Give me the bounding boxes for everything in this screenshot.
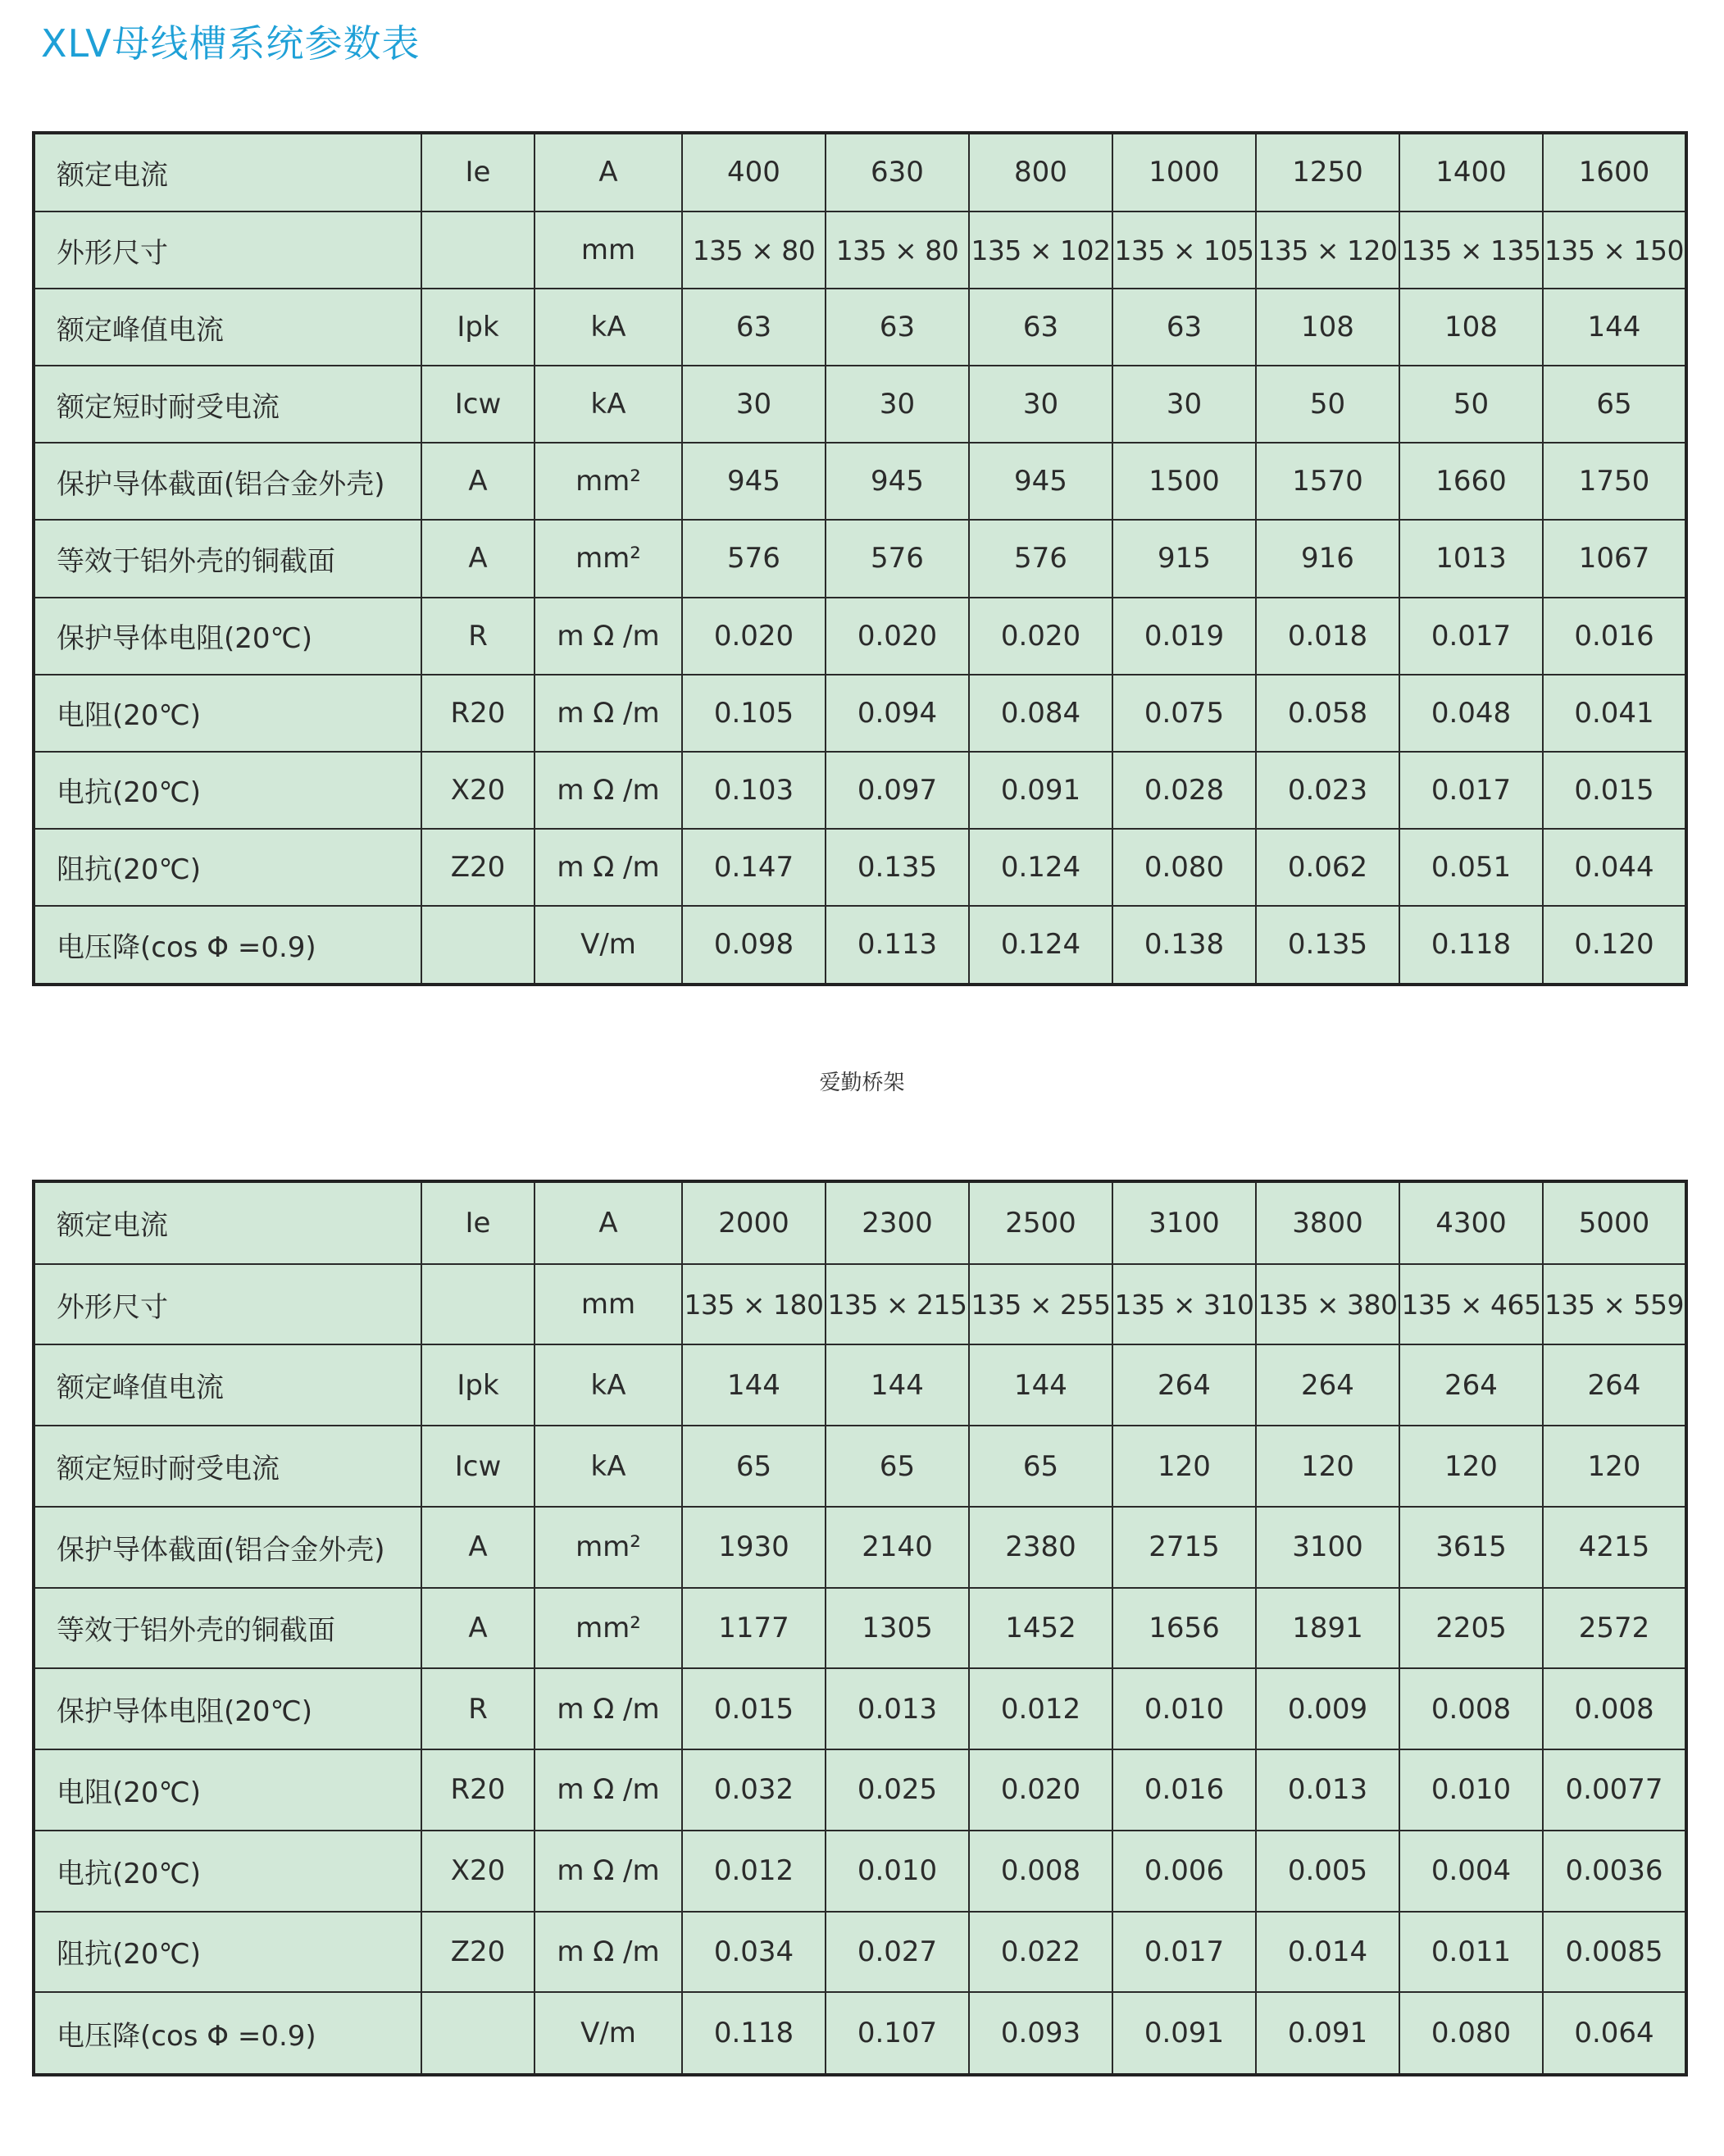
value-cell: 63 bbox=[682, 289, 826, 366]
unit-cell: kA bbox=[534, 289, 682, 366]
value-cell: 135 × 102 bbox=[969, 212, 1112, 289]
table-row bbox=[34, 752, 1686, 829]
value-cell: 1000 bbox=[1112, 133, 1256, 212]
value-cell: 0.006 bbox=[1112, 1831, 1256, 1912]
value-cell: 576 bbox=[682, 520, 826, 597]
value-cell: 0.084 bbox=[969, 675, 1112, 752]
value-cell: 63 bbox=[826, 289, 969, 366]
value-cell: 0.028 bbox=[1112, 752, 1256, 829]
value-cell: 0.020 bbox=[969, 1749, 1112, 1831]
param-name-cell: 额定电流 bbox=[34, 1181, 421, 1264]
param-name-cell: 额定短时耐受电流 bbox=[34, 366, 421, 443]
value-cell: 630 bbox=[826, 133, 969, 212]
value-cell: 1500 bbox=[1112, 443, 1256, 520]
value-cell: 144 bbox=[1543, 289, 1686, 366]
value-cell: 0.0036 bbox=[1543, 1831, 1686, 1912]
value-cell: 1013 bbox=[1399, 520, 1543, 597]
page-title: XLV母线槽系统参数表 bbox=[41, 21, 421, 66]
value-cell: 0.010 bbox=[826, 1831, 969, 1912]
value-cell: 0.016 bbox=[1543, 598, 1686, 675]
unit-cell: m Ω /m bbox=[534, 829, 682, 906]
value-cell: 0.105 bbox=[682, 675, 826, 752]
value-cell: 0.044 bbox=[1543, 829, 1686, 906]
symbol-cell bbox=[421, 1264, 534, 1345]
value-cell: 2000 bbox=[682, 1181, 826, 1264]
unit-cell: m Ω /m bbox=[534, 1912, 682, 1993]
unit-cell: A bbox=[534, 133, 682, 212]
value-cell: 63 bbox=[969, 289, 1112, 366]
value-cell: 2380 bbox=[969, 1507, 1112, 1588]
value-cell: 0.107 bbox=[826, 1992, 969, 2075]
value-cell: 65 bbox=[1543, 366, 1686, 443]
value-cell: 0.124 bbox=[969, 829, 1112, 906]
value-cell: 945 bbox=[826, 443, 969, 520]
value-cell: 0.013 bbox=[1256, 1749, 1399, 1831]
value-cell: 0.025 bbox=[826, 1749, 969, 1831]
value-cell: 3100 bbox=[1256, 1507, 1399, 1588]
value-cell: 0.0085 bbox=[1543, 1912, 1686, 1993]
value-cell: 0.014 bbox=[1256, 1912, 1399, 1993]
value-cell: 2205 bbox=[1399, 1588, 1543, 1669]
unit-cell: V/m bbox=[534, 1992, 682, 2075]
value-cell: 264 bbox=[1399, 1344, 1543, 1426]
value-cell: 0.103 bbox=[682, 752, 826, 829]
value-cell: 0.019 bbox=[1112, 598, 1256, 675]
symbol-cell: Z20 bbox=[421, 829, 534, 906]
value-cell: 1250 bbox=[1256, 133, 1399, 212]
symbol-cell: X20 bbox=[421, 752, 534, 829]
table-row bbox=[34, 675, 1686, 752]
value-cell: 0.017 bbox=[1399, 752, 1543, 829]
value-cell: 65 bbox=[826, 1426, 969, 1507]
value-cell: 0.034 bbox=[682, 1912, 826, 1993]
value-cell: 0.113 bbox=[826, 906, 969, 985]
value-cell: 0.027 bbox=[826, 1912, 969, 1993]
value-cell: 0.016 bbox=[1112, 1749, 1256, 1831]
value-cell: 0.0077 bbox=[1543, 1749, 1686, 1831]
value-cell: 2140 bbox=[826, 1507, 969, 1588]
value-cell: 0.020 bbox=[682, 598, 826, 675]
param-name-cell: 保护导体截面(铝合金外壳) bbox=[34, 1507, 421, 1588]
symbol-cell: Icw bbox=[421, 366, 534, 443]
table-row bbox=[34, 212, 1686, 289]
value-cell: 1570 bbox=[1256, 443, 1399, 520]
param-name-cell: 阻抗(20℃) bbox=[34, 829, 421, 906]
value-cell: 4300 bbox=[1399, 1181, 1543, 1264]
value-cell: 0.062 bbox=[1256, 829, 1399, 906]
param-name-cell: 电抗(20℃) bbox=[34, 1831, 421, 1912]
value-cell: 0.098 bbox=[682, 906, 826, 985]
value-cell: 0.064 bbox=[1543, 1992, 1686, 2075]
value-cell: 0.138 bbox=[1112, 906, 1256, 985]
symbol-cell: A bbox=[421, 443, 534, 520]
table-row bbox=[34, 1181, 1686, 1264]
unit-cell: m Ω /m bbox=[534, 1749, 682, 1831]
unit-cell: mm² bbox=[534, 520, 682, 597]
table-row bbox=[34, 1749, 1686, 1831]
unit-cell: m Ω /m bbox=[534, 1668, 682, 1749]
value-cell: 0.018 bbox=[1256, 598, 1399, 675]
value-cell: 1177 bbox=[682, 1588, 826, 1669]
unit-cell: mm² bbox=[534, 443, 682, 520]
unit-cell: kA bbox=[534, 366, 682, 443]
param-name-cell: 额定峰值电流 bbox=[34, 289, 421, 366]
param-name-cell: 额定峰值电流 bbox=[34, 1344, 421, 1426]
value-cell: 0.008 bbox=[1543, 1668, 1686, 1749]
spec-table-1 bbox=[32, 131, 1688, 986]
value-cell: 0.009 bbox=[1256, 1668, 1399, 1749]
param-name-cell: 保护导体电阻(20℃) bbox=[34, 1668, 421, 1749]
value-cell: 3100 bbox=[1112, 1181, 1256, 1264]
value-cell: 135 × 180 bbox=[682, 1264, 826, 1345]
param-name-cell: 额定短时耐受电流 bbox=[34, 1426, 421, 1507]
value-cell: 0.020 bbox=[826, 598, 969, 675]
value-cell: 0.015 bbox=[1543, 752, 1686, 829]
symbol-cell: R20 bbox=[421, 1749, 534, 1831]
value-cell: 1656 bbox=[1112, 1588, 1256, 1669]
value-cell: 800 bbox=[969, 133, 1112, 212]
unit-cell: kA bbox=[534, 1426, 682, 1507]
table-row bbox=[34, 133, 1686, 212]
value-cell: 5000 bbox=[1543, 1181, 1686, 1264]
value-cell: 135 × 215 bbox=[826, 1264, 969, 1345]
table-row bbox=[34, 289, 1686, 366]
unit-cell: kA bbox=[534, 1344, 682, 1426]
value-cell: 0.008 bbox=[1399, 1668, 1543, 1749]
param-name-cell: 等效于铝外壳的铜截面 bbox=[34, 1588, 421, 1669]
value-cell: 1600 bbox=[1543, 133, 1686, 212]
spec-table-2 bbox=[32, 1180, 1688, 2076]
value-cell: 0.120 bbox=[1543, 906, 1686, 985]
value-cell: 0.020 bbox=[969, 598, 1112, 675]
value-cell: 0.011 bbox=[1399, 1912, 1543, 1993]
value-cell: 135 × 559 bbox=[1543, 1264, 1686, 1345]
value-cell: 50 bbox=[1399, 366, 1543, 443]
value-cell: 0.091 bbox=[1112, 1992, 1256, 2075]
value-cell: 576 bbox=[969, 520, 1112, 597]
value-cell: 0.022 bbox=[969, 1912, 1112, 1993]
value-cell: 0.032 bbox=[682, 1749, 826, 1831]
value-cell: 0.091 bbox=[969, 752, 1112, 829]
value-cell: 0.093 bbox=[969, 1992, 1112, 2075]
value-cell: 3615 bbox=[1399, 1507, 1543, 1588]
symbol-cell: Ipk bbox=[421, 1344, 534, 1426]
value-cell: 0.008 bbox=[969, 1831, 1112, 1912]
value-cell: 1891 bbox=[1256, 1588, 1399, 1669]
value-cell: 0.135 bbox=[826, 829, 969, 906]
value-cell: 0.005 bbox=[1256, 1831, 1399, 1912]
value-cell: 945 bbox=[682, 443, 826, 520]
value-cell: 0.135 bbox=[1256, 906, 1399, 985]
value-cell: 0.124 bbox=[969, 906, 1112, 985]
unit-cell: m Ω /m bbox=[534, 675, 682, 752]
value-cell: 144 bbox=[969, 1344, 1112, 1426]
table-row bbox=[34, 1912, 1686, 1993]
unit-cell: m Ω /m bbox=[534, 1831, 682, 1912]
table-row bbox=[34, 1588, 1686, 1669]
unit-cell: m Ω /m bbox=[534, 752, 682, 829]
value-cell: 0.048 bbox=[1399, 675, 1543, 752]
param-name-cell: 电抗(20℃) bbox=[34, 752, 421, 829]
value-cell: 135 × 465 bbox=[1399, 1264, 1543, 1345]
table-row bbox=[34, 520, 1686, 597]
table-row bbox=[34, 906, 1686, 985]
param-name-cell: 额定电流 bbox=[34, 133, 421, 212]
value-cell: 2300 bbox=[826, 1181, 969, 1264]
value-cell: 400 bbox=[682, 133, 826, 212]
value-cell: 264 bbox=[1543, 1344, 1686, 1426]
symbol-cell: Ie bbox=[421, 1181, 534, 1264]
symbol-cell: Z20 bbox=[421, 1912, 534, 1993]
value-cell: 108 bbox=[1399, 289, 1543, 366]
value-cell: 264 bbox=[1112, 1344, 1256, 1426]
unit-cell: mm² bbox=[534, 1507, 682, 1588]
symbol-cell: R20 bbox=[421, 675, 534, 752]
param-name-cell: 保护导体电阻(20℃) bbox=[34, 598, 421, 675]
value-cell: 135 × 135 bbox=[1399, 212, 1543, 289]
value-cell: 1305 bbox=[826, 1588, 969, 1669]
value-cell: 2715 bbox=[1112, 1507, 1256, 1588]
param-name-cell: 阻抗(20℃) bbox=[34, 1912, 421, 1993]
param-name-cell: 电压降(cos Φ =0.9) bbox=[34, 1992, 421, 2075]
value-cell: 3800 bbox=[1256, 1181, 1399, 1264]
table-row bbox=[34, 1426, 1686, 1507]
param-name-cell: 外形尺寸 bbox=[34, 1264, 421, 1345]
value-cell: 0.118 bbox=[1399, 906, 1543, 985]
symbol-cell: Ipk bbox=[421, 289, 534, 366]
value-cell: 30 bbox=[1112, 366, 1256, 443]
value-cell: 0.080 bbox=[1112, 829, 1256, 906]
value-cell: 0.051 bbox=[1399, 829, 1543, 906]
value-cell: 135 × 380 bbox=[1256, 1264, 1399, 1345]
value-cell: 120 bbox=[1399, 1426, 1543, 1507]
value-cell: 30 bbox=[969, 366, 1112, 443]
param-name-cell: 电阻(20℃) bbox=[34, 675, 421, 752]
table-row bbox=[34, 1992, 1686, 2075]
value-cell: 120 bbox=[1256, 1426, 1399, 1507]
value-cell: 2500 bbox=[969, 1181, 1112, 1264]
value-cell: 135 × 120 bbox=[1256, 212, 1399, 289]
table-row bbox=[34, 443, 1686, 520]
table-row bbox=[34, 598, 1686, 675]
value-cell: 1660 bbox=[1399, 443, 1543, 520]
value-cell: 0.080 bbox=[1399, 1992, 1543, 2075]
unit-cell: m Ω /m bbox=[534, 598, 682, 675]
value-cell: 0.004 bbox=[1399, 1831, 1543, 1912]
table-row bbox=[34, 829, 1686, 906]
value-cell: 0.058 bbox=[1256, 675, 1399, 752]
symbol-cell: Ie bbox=[421, 133, 534, 212]
value-cell: 0.118 bbox=[682, 1992, 826, 2075]
value-cell: 915 bbox=[1112, 520, 1256, 597]
table-row bbox=[34, 1831, 1686, 1912]
value-cell: 135 × 80 bbox=[682, 212, 826, 289]
value-cell: 30 bbox=[826, 366, 969, 443]
value-cell: 0.015 bbox=[682, 1668, 826, 1749]
table-row bbox=[34, 1264, 1686, 1345]
value-cell: 0.097 bbox=[826, 752, 969, 829]
value-cell: 65 bbox=[682, 1426, 826, 1507]
param-name-cell: 外形尺寸 bbox=[34, 212, 421, 289]
value-cell: 135 × 255 bbox=[969, 1264, 1112, 1345]
value-cell: 135 × 310 bbox=[1112, 1264, 1256, 1345]
param-name-cell: 保护导体截面(铝合金外壳) bbox=[34, 443, 421, 520]
table-row bbox=[34, 1344, 1686, 1426]
table-row bbox=[34, 1507, 1686, 1588]
symbol-cell bbox=[421, 212, 534, 289]
unit-cell: mm bbox=[534, 1264, 682, 1345]
value-cell: 1452 bbox=[969, 1588, 1112, 1669]
symbol-cell bbox=[421, 1992, 534, 2075]
value-cell: 0.017 bbox=[1112, 1912, 1256, 1993]
value-cell: 144 bbox=[682, 1344, 826, 1426]
value-cell: 264 bbox=[1256, 1344, 1399, 1426]
value-cell: 576 bbox=[826, 520, 969, 597]
value-cell: 50 bbox=[1256, 366, 1399, 443]
param-name-cell: 等效于铝外壳的铜截面 bbox=[34, 520, 421, 597]
symbol-cell: A bbox=[421, 1507, 534, 1588]
value-cell: 945 bbox=[969, 443, 1112, 520]
value-cell: 0.012 bbox=[682, 1831, 826, 1912]
table-row bbox=[34, 366, 1686, 443]
value-cell: 0.041 bbox=[1543, 675, 1686, 752]
value-cell: 63 bbox=[1112, 289, 1256, 366]
value-cell: 65 bbox=[969, 1426, 1112, 1507]
value-cell: 0.012 bbox=[969, 1668, 1112, 1749]
value-cell: 0.091 bbox=[1256, 1992, 1399, 2075]
value-cell: 2572 bbox=[1543, 1588, 1686, 1669]
value-cell: 135 × 80 bbox=[826, 212, 969, 289]
unit-cell: A bbox=[534, 1181, 682, 1264]
value-cell: 135 × 105 bbox=[1112, 212, 1256, 289]
value-cell: 30 bbox=[682, 366, 826, 443]
value-cell: 0.010 bbox=[1112, 1668, 1256, 1749]
param-name-cell: 电阻(20℃) bbox=[34, 1749, 421, 1831]
symbol-cell: R bbox=[421, 598, 534, 675]
value-cell: 4215 bbox=[1543, 1507, 1686, 1588]
symbol-cell: Icw bbox=[421, 1426, 534, 1507]
value-cell: 0.017 bbox=[1399, 598, 1543, 675]
value-cell: 916 bbox=[1256, 520, 1399, 597]
watermark-text: 爱勤桥架 bbox=[819, 1071, 905, 1095]
symbol-cell: A bbox=[421, 520, 534, 597]
unit-cell: V/m bbox=[534, 906, 682, 985]
symbol-cell: A bbox=[421, 1588, 534, 1669]
value-cell: 108 bbox=[1256, 289, 1399, 366]
value-cell: 0.075 bbox=[1112, 675, 1256, 752]
value-cell: 1067 bbox=[1543, 520, 1686, 597]
value-cell: 0.094 bbox=[826, 675, 969, 752]
unit-cell: mm bbox=[534, 212, 682, 289]
value-cell: 1930 bbox=[682, 1507, 826, 1588]
value-cell: 0.023 bbox=[1256, 752, 1399, 829]
value-cell: 1750 bbox=[1543, 443, 1686, 520]
value-cell: 1400 bbox=[1399, 133, 1543, 212]
value-cell: 120 bbox=[1112, 1426, 1256, 1507]
unit-cell: mm² bbox=[534, 1588, 682, 1669]
param-name-cell: 电压降(cos Φ =0.9) bbox=[34, 906, 421, 985]
value-cell: 144 bbox=[826, 1344, 969, 1426]
value-cell: 0.010 bbox=[1399, 1749, 1543, 1831]
value-cell: 135 × 150 bbox=[1543, 212, 1686, 289]
value-cell: 120 bbox=[1543, 1426, 1686, 1507]
value-cell: 0.013 bbox=[826, 1668, 969, 1749]
symbol-cell bbox=[421, 906, 534, 985]
table-row bbox=[34, 1668, 1686, 1749]
symbol-cell: X20 bbox=[421, 1831, 534, 1912]
value-cell: 0.147 bbox=[682, 829, 826, 906]
symbol-cell: R bbox=[421, 1668, 534, 1749]
